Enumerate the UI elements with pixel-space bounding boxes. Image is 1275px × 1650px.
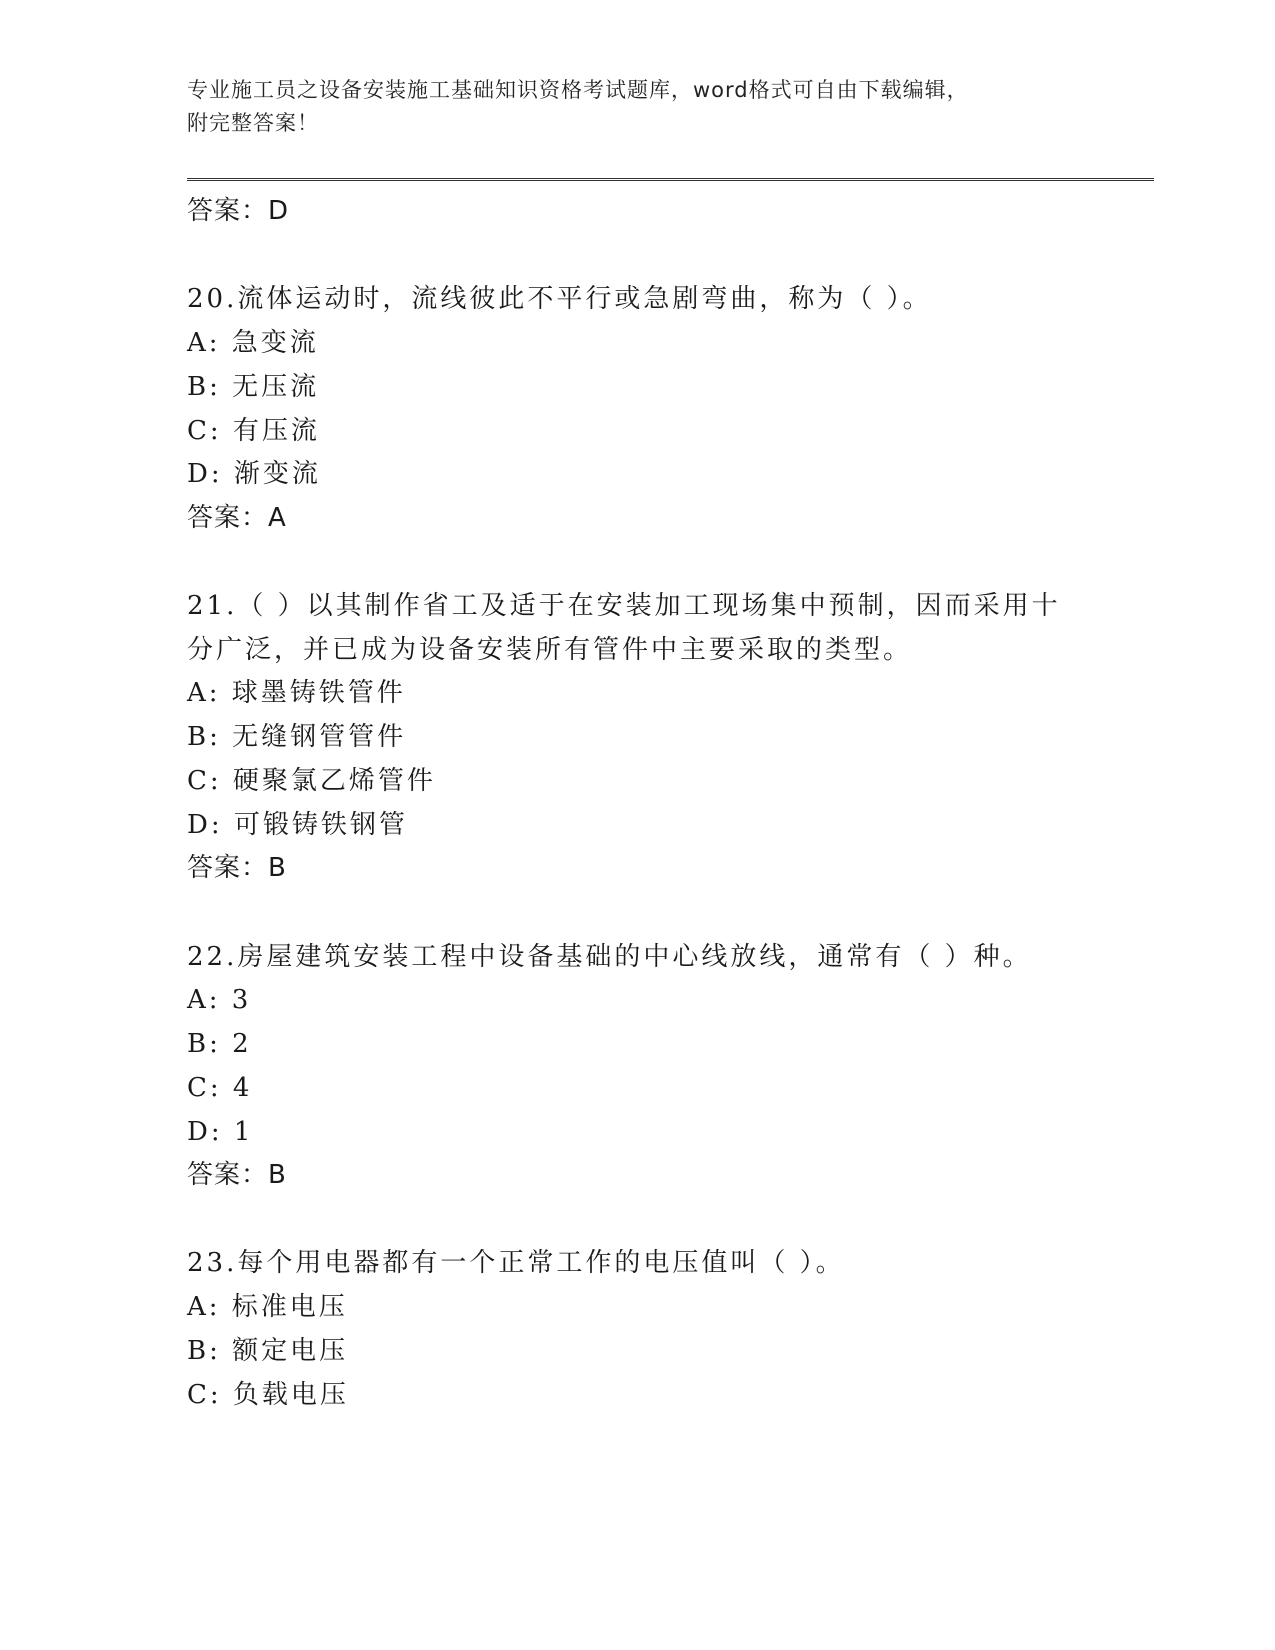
question-text: 21.（ ）以其制作省工及适于在安装加工现场集中预制，因而采用十 (187, 591, 1061, 621)
option-b: B: 额定电压 (187, 1336, 349, 1366)
question-text: 22.房屋建筑安装工程中设备基础的中心线放线，通常有（ ）种。 (187, 942, 1032, 972)
option-b: B: 2 (187, 1029, 252, 1059)
option-a: A: 球墨铸铁管件 (187, 678, 406, 708)
question-text: 20.流体运动时，流线彼此不平行或急剧弯曲，称为（ ）。 (187, 284, 932, 314)
question-text: 23.每个用电器都有一个正常工作的电压值叫（ ）。 (187, 1248, 845, 1278)
option-c: C: 硬聚氯乙烯管件 (187, 766, 436, 796)
header-divider (187, 178, 1154, 181)
question-text-continued: 分广泛，并已成为设备安装所有管件中主要采取的类型。 (187, 635, 913, 665)
answer-line: 答案：B (187, 1160, 287, 1190)
option-c: C: 有压流 (187, 416, 320, 446)
header-line-1: 专业施工员之设备安装施工基础知识资格考试题库，word格式可自由下载编辑， (187, 78, 969, 102)
header-line-2: 附完整答案！ (187, 111, 319, 135)
option-c: C: 负载电压 (187, 1380, 349, 1410)
answer-line: 答案：B (187, 853, 287, 883)
option-a: A: 标准电压 (187, 1292, 348, 1322)
option-d: D: 渐变流 (187, 459, 321, 489)
document-header (187, 74, 1087, 140)
option-a: A: 3 (187, 985, 252, 1015)
option-d: D: 1 (187, 1117, 254, 1147)
answer-line: 答案：D (187, 196, 290, 226)
option-b: B: 无缝钢管管件 (187, 722, 407, 752)
option-a: A: 急变流 (187, 328, 319, 358)
answer-line: 答案：A (187, 503, 287, 533)
option-d: D: 可锻铸铁钢管 (187, 810, 408, 840)
option-c: C: 4 (187, 1073, 253, 1103)
option-b: B: 无压流 (187, 372, 320, 402)
